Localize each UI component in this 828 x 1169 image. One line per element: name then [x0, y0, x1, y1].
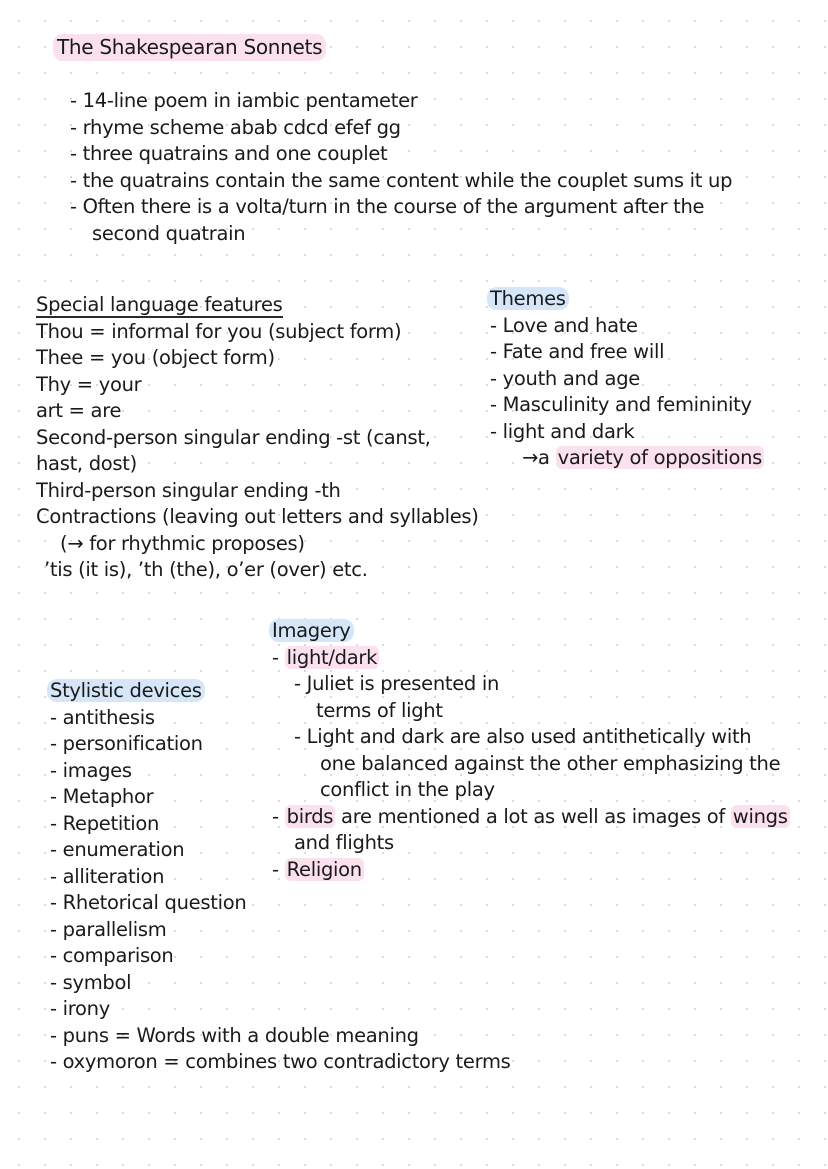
themes-conclusion — [490, 445, 764, 472]
themes-item-fate: - Fate and free will — [490, 340, 665, 363]
imagery-heading: Imagery — [269, 619, 354, 642]
imagery-antithesis-1: - Light and dark are also used antithetically with — [294, 725, 752, 748]
language-line-art: art = are — [36, 399, 122, 422]
imagery-dash: - — [272, 645, 285, 669]
language-line-thee: Thee = you (object form) — [36, 346, 275, 369]
stylistic-item: - antithesis — [50, 705, 155, 729]
stylistic-heading-row — [50, 678, 511, 705]
language-line-examples: ’tis (it is), ’th (the), o’er (over) etc. — [44, 558, 368, 581]
imagery-antithesis-3: conflict in the play — [320, 778, 495, 801]
intro-line-4: - the quatrains contain the same content while the couplet sums it up — [70, 168, 733, 192]
imagery-birds-word: birds — [286, 804, 334, 828]
imagery-juliet-2: terms of light — [316, 698, 443, 722]
imagery-juliet-1: - Juliet is presented in — [294, 672, 500, 695]
stylistic-item: - parallelism — [50, 917, 167, 941]
intro-line-1: - 14-line poem in iambic pentameter — [70, 89, 418, 112]
stylistic-item: - images — [50, 758, 132, 782]
imagery-heading-row — [272, 618, 790, 645]
stylistic-item: - personification — [50, 732, 203, 755]
imagery-light-dark-label: light/dark — [286, 645, 378, 669]
imagery-wings-word: wings — [732, 804, 788, 828]
themes-section — [490, 286, 764, 472]
stylistic-item: - Repetition — [50, 811, 160, 835]
language-line-thou: Thou = informal for you (subject form) — [36, 319, 402, 343]
language-line-contractions: Contractions (leaving out letters and syllables) — [36, 505, 479, 528]
language-line-third-person: Third-person singular ending -th — [36, 478, 341, 502]
stylistic-item: - Rhetorical question — [50, 891, 247, 914]
language-line-thy: Thy = your — [36, 372, 142, 396]
imagery-antithesis-2: one balanced against the other emphasizing the — [320, 751, 781, 775]
intro-line-6: second quatrain — [92, 221, 246, 245]
intro-line-5: - Often there is a volta/turn in the course of the argument after the — [70, 195, 705, 218]
themes-item-light: - light and dark — [490, 419, 635, 443]
stylistic-heading: Stylistic devices — [47, 679, 205, 702]
stylistic-section — [50, 678, 511, 1076]
intro-line-3: - three quatrains and one couplet — [70, 142, 388, 165]
themes-conclusion-text: variety of oppositions — [557, 446, 763, 469]
themes-heading: Themes — [487, 287, 569, 310]
language-section — [36, 292, 479, 584]
themes-heading-row — [490, 286, 764, 313]
stylistic-item: - Metaphor — [50, 785, 154, 808]
language-heading — [36, 292, 479, 319]
imagery-religion-word: Religion — [286, 857, 362, 881]
language-line-rhythmic: (→ for rhythmic proposes) — [60, 531, 305, 555]
stylistic-item-oxymoron: - oxymoron = combines two contradictory terms — [50, 1050, 511, 1073]
stylistic-item-puns: - puns = Words with a double meaning — [50, 1023, 419, 1047]
imagery-birds-middle: are mentioned a lot as well as images of — [335, 804, 731, 828]
stylistic-item: - enumeration — [50, 838, 185, 861]
language-line-second-person: Second-person singular ending -st (canst, — [36, 425, 431, 449]
themes-item-youth: - youth and age — [490, 366, 640, 390]
imagery-light-dark — [272, 645, 790, 672]
imagery-flights: and flights — [294, 831, 394, 854]
imagery-birds-dash: - — [272, 804, 285, 828]
stylistic-item: - irony — [50, 997, 110, 1020]
page-title: The Shakespearan Sonnets — [53, 34, 326, 61]
title-block — [56, 34, 326, 61]
themes-item-masculinity: - Masculinity and femininity — [490, 393, 752, 416]
themes-item-love: - Love and hate — [490, 313, 638, 337]
language-line-second-person-cont: hast, dost) — [36, 452, 137, 475]
language-heading-text: Special language features — [36, 293, 283, 316]
intro-line-2: - rhyme scheme abab cdcd efef gg — [70, 115, 401, 139]
intro-list — [70, 88, 732, 247]
stylistic-item: - symbol — [50, 970, 132, 994]
imagery-religion-dash: - — [272, 857, 285, 881]
stylistic-item: - comparison — [50, 944, 174, 967]
arrow-icon: →a — [522, 446, 550, 469]
stylistic-item: - alliteration — [50, 864, 165, 888]
